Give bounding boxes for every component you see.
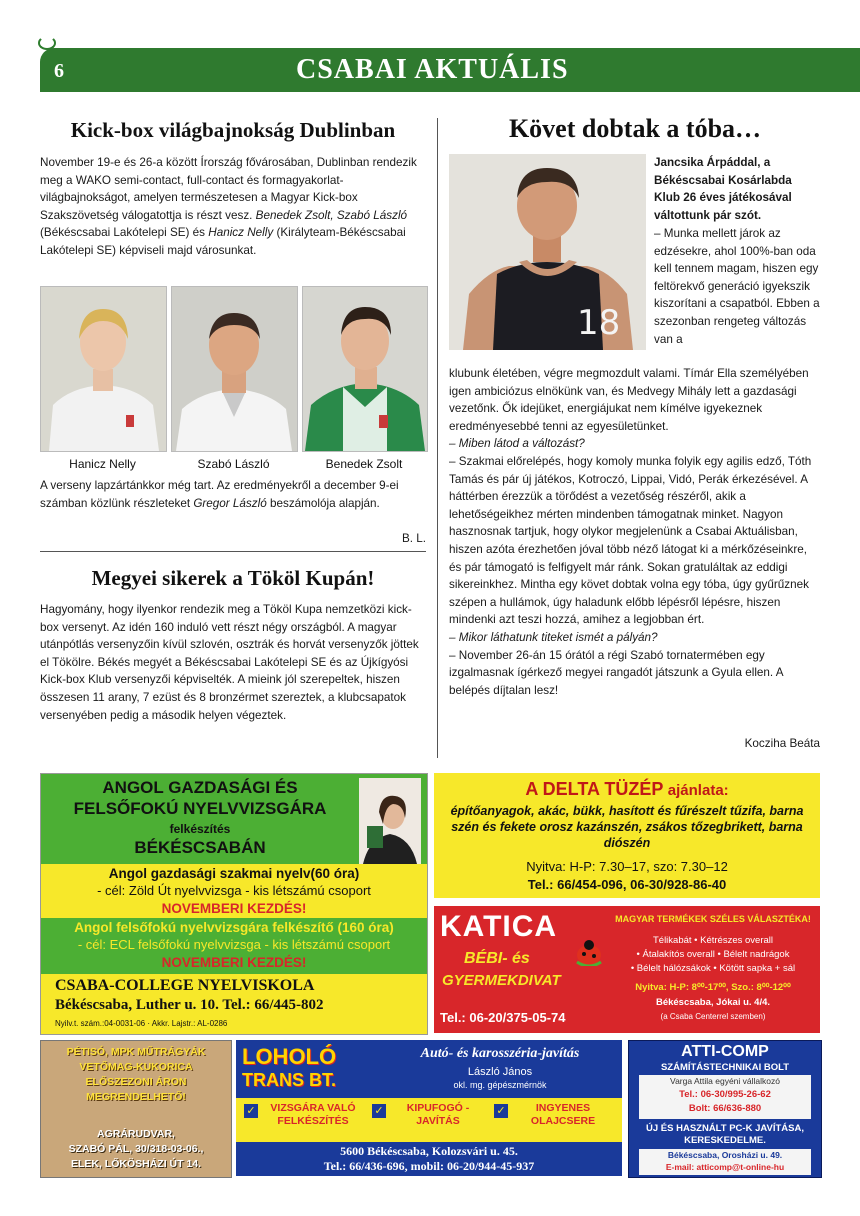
- ad-atti-comp[interactable]: [628, 1040, 822, 1178]
- ad-katica-item: • Átalakítós overall • Bélelt nadrágok: [636, 949, 790, 960]
- interview-question-3: – Mikor láthatunk titeket ismét a pályán?: [449, 630, 658, 644]
- ad-katica-sub1: BÉBI- és: [464, 950, 530, 967]
- ad-atti-services: ÚJ ÉS HASZNÁLT PC-K JAVÍTÁSA, KERESKEDELME.: [646, 1123, 804, 1146]
- ad-college-course2-goal: - cél: ECL felsőfokú nyelvvizsga - kis létszámú csoport: [77, 937, 391, 952]
- kickbox-intro: [40, 154, 426, 260]
- ad-katica-items: [610, 934, 816, 976]
- kickbox-signature: B. L.: [401, 532, 426, 545]
- kickbox-intro-text-2: (Békéscsabai Lakótelepi SE) és: [40, 226, 209, 240]
- kickbox-intro-text-3: (Királyteam-Békéscsabai Lakótelepi SE) képviseli majd városunkat.: [40, 226, 406, 257]
- ad-katica-tel: Tel.: 06-20/375-05-74: [440, 1010, 566, 1025]
- caption-benedek-zsolt: Benedek Zsolt: [325, 457, 403, 471]
- ladybug-icon: [574, 940, 604, 966]
- photo-szabo-laszlo: [171, 286, 298, 452]
- ad-college-line3: felkészítés: [169, 822, 231, 836]
- caption-szabo-laszlo: Szabó László: [197, 457, 270, 471]
- ad-agrar-offer: [41, 1045, 231, 1105]
- ad-college-line1: ANGOL GAZDASÁGI ÉS: [102, 778, 298, 797]
- ad-agrar-line: MEGRENDELHETŐ!: [86, 1091, 186, 1103]
- ad-atti-name: ATTI-COMP: [681, 1043, 769, 1060]
- ad-college-reg: Nyilv.t. szám.:04-0031-06 · Akkr. Lajstr.: AL-0286: [55, 1019, 228, 1028]
- ad-atti-tel2: Bolt: 66/636-880: [688, 1103, 762, 1114]
- page-number: 6: [54, 60, 64, 82]
- ad-katica-headline: MAGYAR TERMÉKEK SZÉLES VÁLASZTÉKA!: [615, 914, 811, 924]
- ad-college-line4: BÉKÉSCSABÁN: [134, 838, 266, 857]
- kickbox-outro-text-2: beszámolója alapján.: [266, 496, 380, 510]
- ad-college-course2: Angol felsőfokú nyelvvizsgára felkészítő (160 óra): [74, 920, 394, 935]
- ad-atti-tel: Tel.: 06-30/995-26-62: [679, 1089, 771, 1100]
- ad-agrarudvar[interactable]: [40, 1040, 232, 1178]
- ad-agrar-line: ELŐSZEZONI ÁRON: [85, 1076, 187, 1088]
- interview-title: Követ dobtak a tóba…: [508, 114, 762, 143]
- tokol-text: Hagyomány, hogy ilyenkor rendezik meg a Tököl Kupa nemzetközi kick-box versenyt. Az idén 160 induló vett részt négy országból. A magyar utánpótlás versenyzőin kívül szlovén, osztrák és horvát versenyzők jöttek el Tökölre. Békés megyét a Békéscsabai Lakótelepi SE és az Újkígyósi Kick-box Klub versenyzői képviselték. A mieink jól szerepeltek, hiszen összesen 11 arany, 7 ezüst és 8 bronzérmet szereztek, a klubcsapatok versenyében pedig a második helyen végeztek.: [40, 603, 419, 722]
- section-divider: [40, 551, 426, 552]
- ad-katica-hours: Nyitva: H-P: 8⁰⁰-17⁰⁰, Szo.: 8⁰⁰-12⁰⁰: [635, 982, 791, 993]
- interview-answer-side: [654, 154, 820, 224]
- ad-agrar-address: ELEK, LŐKÖSHÁZI ÚT 14.: [70, 1158, 202, 1170]
- ad-katica-note: (a Csaba Centerrel szemben): [660, 1012, 766, 1021]
- ad-college-address: Békéscsaba, Luther u. 10. Tel.: 66/445-802: [55, 997, 324, 1013]
- ad-delta-tel: Tel.: 66/454-096, 06-30/928-86-40: [527, 877, 727, 892]
- ad-agrar-line: VETŐMAG-KUKORICA: [79, 1061, 193, 1073]
- ad-loholo-feature: KIPUFOGÓ -JAVÍTÁS: [406, 1102, 470, 1127]
- ad-delta-text: építőanyagok, akác, bükk, hasított és fűrészelt tűzifa, barna szén és fekete orosz kazánszén, zsákos tőzegbrikett, barna diószén: [450, 804, 804, 850]
- ad-katica-item: • Bélelt hálózsákok • Kötött sapka + sál: [630, 963, 796, 974]
- ad-atti-sub: SZÁMÍTÁSTECHNIKAI BOLT: [660, 1062, 790, 1073]
- ad-college-course1-goal: - cél: Zöld Út nyelvvizsga - kis létszámú csoport: [97, 883, 371, 898]
- interview-answer-1-top: [654, 225, 820, 365]
- ad-loholo-feature: VIZSGÁRA VALÓ FELKÉSZÍTÉS: [270, 1102, 356, 1127]
- ad-loholo-title: okl. mg. gépészmérnök: [453, 1080, 547, 1090]
- kickbox-outro: [40, 477, 426, 512]
- ad-college-course1: Angol gazdasági szakmai nyelv(60 óra): [108, 866, 360, 881]
- ad-atti-owner: Varga Attila egyéni vállalkozó: [670, 1076, 780, 1086]
- ad-agrar-contact: SZABÓ PÁL, 30/318-03-06.,: [68, 1143, 204, 1155]
- photo-jancsika-arpad: [449, 154, 646, 350]
- tokol-title: Megyei sikerek a Tököl Kupán!: [91, 566, 375, 590]
- ad-loholo-trans[interactable]: [236, 1040, 622, 1176]
- check-icon: ✓: [244, 1104, 258, 1118]
- ad-katica-name: KATICA: [440, 910, 558, 943]
- ad-delta-name: A DELTA TÜZÉP: [525, 779, 664, 799]
- ad-loholo-name2: TRANS BT.: [242, 1070, 336, 1090]
- ad-agrar-line: PÉTISÓ, MPK MŰTRÁGYÁK: [66, 1046, 206, 1058]
- ad-college-start2: NOVEMBERI KEZDÉS!: [161, 955, 307, 970]
- interview-answer-1-rest: klubunk életében, végre megmozdult valami. Tímár Ella személyében igen ambiciózus elnökünk van, és Medvegy Mihály lett a gazdasági vezetőnk. Ők idejüket, energiájukat nem kímélve igyekeznek eredményesebbé tenni az egyesületünket.: [449, 367, 809, 433]
- kickbox-title: Kick-box világbajnokság Dublinban: [70, 118, 396, 142]
- ad-agrar-name: AGRÁRUDVAR,: [97, 1128, 175, 1140]
- ad-college-school: CSABA-COLLEGE NYELVISKOLA: [55, 977, 315, 994]
- ad-katica-address: Békéscsaba, Jókai u. 4/4.: [655, 997, 771, 1008]
- column-divider: [437, 118, 438, 758]
- ad-atti-address: Békéscsaba, Orosházi u. 49.: [667, 1150, 783, 1160]
- ad-loholo-tel: Tel.: 66/436-696, mobil: 06-20/944-45-937: [323, 1159, 535, 1173]
- magazine-title: CSABAI AKTUÁLIS: [296, 54, 569, 85]
- ad-loholo-name1: LOHOLÓ: [242, 1044, 337, 1069]
- ad-atti-email: E-mail: atticomp@t-online-hu: [665, 1162, 785, 1172]
- ad-college-start1: NOVEMBERI KEZDÉS!: [161, 901, 307, 916]
- kickbox-name-nelly: Hanicz Nelly: [208, 226, 274, 240]
- interview-author: Kocziha Beáta: [744, 737, 820, 750]
- ad-delta-offer: ajánlata:: [667, 782, 729, 799]
- caption-hanicz-nelly: Hanicz Nelly: [69, 457, 136, 471]
- ad-agrar-contact-block: [41, 1127, 231, 1172]
- ad-loholo-feature: INGYENES OLAJCSERE: [530, 1102, 596, 1127]
- ad-loholo-owner: László János: [467, 1066, 533, 1078]
- ad-college-line2: FELSŐFOKÚ NYELVVIZSGÁRA: [73, 799, 327, 818]
- ad-loholo-address: 5600 Békéscsaba, Kolozsvári u. 45.: [340, 1144, 518, 1158]
- ad-college-photo: [359, 778, 421, 864]
- interview-answer-1-lines: – Munka mellett járok az edzésekre, ahol 100%-ban oda kell tennem magam, hiszen egy feltörekvő generáció igyekszik kiszorítani a csapatból. Ebben a szezonban rengeteg változás van a: [654, 227, 820, 346]
- ad-katica[interactable]: [434, 906, 820, 1033]
- ad-csaba-college[interactable]: [40, 773, 428, 1035]
- photo-benedek-zsolt: [302, 286, 428, 452]
- photo-hanicz-nelly: [40, 286, 167, 452]
- interview-answer-3: – November 26-án 15 órától a régi Szabó tornatermében egy izgalmasnak ígérkező megyei rangadót játszunk a Gyula ellen. A belépés díjtalan lesz!: [449, 648, 783, 697]
- interview-answer-2: – Szakmai előrelépés, hogy komoly munka folyik egy agilis edző, Tóth Tamás és pár új játékos, Kotroczó, Lippai, Vidó, Perák érkezésével. A háttérben érezzük a törődést a vezetőség részéről, akik a lehetőségeikhez mérten mindenben támogatnak minket. Nagyon hasznosnak tartjuk, hogy olykor megjelenünk a Csabai Aktuálisban, hiszen azóta érezhetően jóval több néző látogat ki a mérkőzéseinkre, és pár támogató is felfigyelt már ránk. Sokan gratuláltak az eddigi sikereinkhez. Mintha egy követ dobtak volna egy tóba, úgy gyűrűznek szépen a hullámok, úgy haladunk előbb lépésről lépésre, hiszen mindenki azt teszi hozzá, amihez a legjobban ért.: [449, 454, 812, 627]
- check-icon: ✓: [372, 1104, 386, 1118]
- check-icon: ✓: [494, 1104, 508, 1118]
- kickbox-intro-text: November 19-e és 26-a között Írország fővárosában, Dublinban rendezik meg a WAKO semi-contact, full-contact és formagyakorlat-világbajnokságot, amelyen természetesen a Magyar Kick-box Szakszövetség válogatottja is részt vesz.: [40, 156, 417, 222]
- kickbox-outro-name: Gregor László: [193, 496, 267, 510]
- kickbox-outro-text: A verseny lapzártánkkor még tart. Az eredményekről a december 9-ei számban közlünk részleteket: [40, 479, 399, 510]
- interview-question-2: – Miben látod a változást?: [449, 437, 585, 451]
- ad-delta-heading: [434, 779, 820, 800]
- ad-loholo-service: Autó- és karosszéria-javítás: [420, 1046, 580, 1061]
- interview-body: [449, 365, 820, 699]
- ad-katica-sub2: GYERMEKDIVAT: [442, 972, 561, 989]
- ad-delta-hours: Nyitva: H-P: 7.30–17, szo: 7.30–12: [526, 859, 728, 874]
- svg-text:18: 18: [577, 303, 621, 343]
- kickbox-names: Benedek Zsolt, Szabó László: [255, 208, 408, 222]
- interview-lead: Jancsika Árpáddal, a Békéscsabai Kosárlabda Klub 26 éves játékosával váltottunk pár szót.: [654, 156, 792, 222]
- ad-katica-item: Télikabát • Kétrészes overall: [652, 935, 774, 946]
- ad-delta-tuzep[interactable]: [434, 773, 820, 898]
